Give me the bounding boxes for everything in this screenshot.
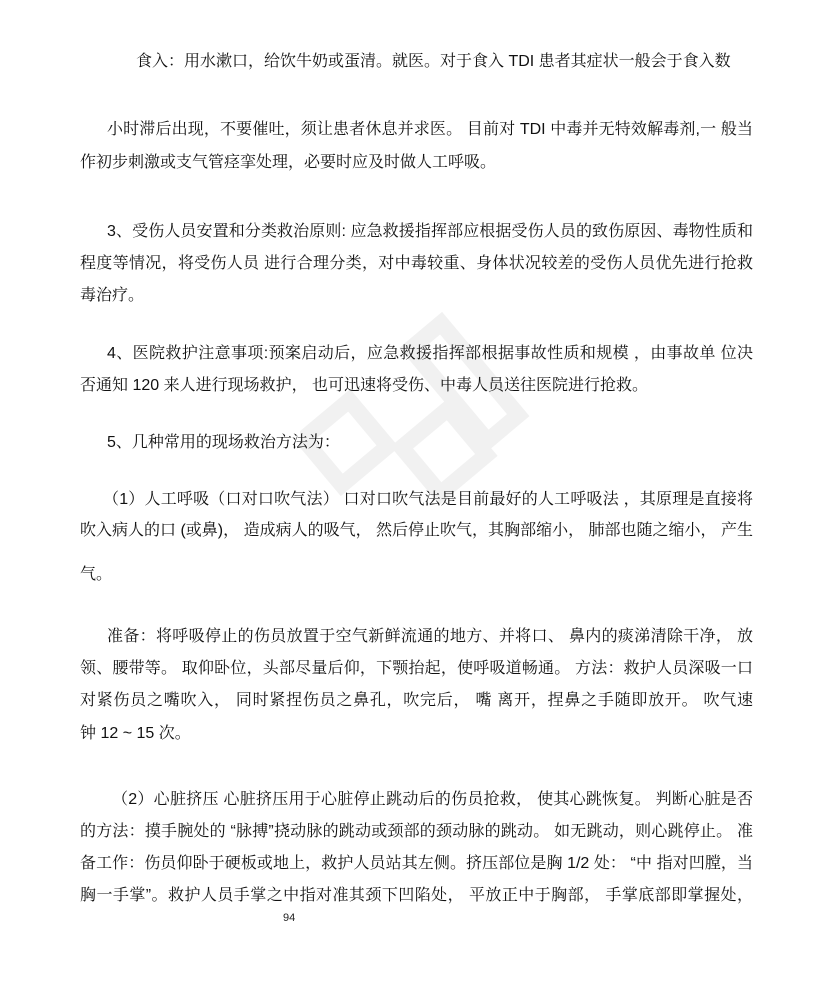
text-line: 作初步刺激或支气管痉挛处理，必要时应及时做人工呼吸。 xyxy=(80,154,497,171)
text-line: 小时滞后出现，不要催吐，须让患者休息并求医。 目前对 TDI 中毒并无特效解毒剂,一 般当 xyxy=(107,121,753,138)
text-line: 胸一手掌”。救护人员手掌之中指对准其颈下凹陷处， 平放正中于胸部， 手掌底部即掌握处， xyxy=(80,887,753,904)
text-line: 气。 xyxy=(80,566,113,583)
text-line: （2）心脏挤压 心脏挤压用于心脏停止跳动后的伤员抢救， 使其心跳恢复。 判断心脏是否 xyxy=(112,791,753,808)
text-line: 3、受伤人员安置和分类救治原则: 应急救援指挥部应根据受伤人员的致伤原因、毒物性质和 xyxy=(107,223,753,240)
text-line: 钟 12 ~ 15 次。 xyxy=(80,725,191,742)
text-line: 领、腰带等。 取仰卧位，头部尽量后仰，下颚抬起，使呼吸道畅通。 方法：救护人员深吸一口 xyxy=(80,660,753,677)
text-line: 食入：用水漱口，给饮牛奶或蛋清。就医。对于食入 TDI 患者其症状一般会于食入数 xyxy=(136,53,731,70)
text-line: 吹入病人的口 (或鼻)， 造成病人的吸气， 然后停止吹气，其胸部缩小， 肺部也随之缩小， 产生 xyxy=(80,522,753,539)
text-line: 的方法：摸手腕处的 “脉搏”挠动脉的跳动或颈部的颈动脉的跳动。 如无跳动，则心跳停止。 准 xyxy=(80,823,753,840)
text-line: 否通知 120 来人进行现场救护， 也可迅速将受伤、中毒人员送往医院进行抢救。 xyxy=(80,377,649,394)
text-line: 毒治疗。 xyxy=(80,287,145,304)
text-line: 对紧伤员之嘴吹入， 同时紧捏伤员之鼻孔，吹完后， 嘴 离开，捏鼻之手随即放开。 吹气速 xyxy=(80,692,753,709)
text-line: 4、医院救护注意事项:预案启动后，应急救援指挥部根据事故性质和规模 ，由事故单 位决 xyxy=(107,345,753,362)
text-line: 准备：将呼吸停止的伤员放置于空气新鲜流通的地方、并将口、 鼻内的痰涕清除干净， 放 xyxy=(107,628,753,645)
text-line: 程度等情况，将受伤人员 进行合理分类，对中毒较重、身体状况较差的受伤人员优先进行抢救 xyxy=(80,255,753,272)
text-line: 备工作：伤员仰卧于硬板或地上，救护人员站其左侧。挤压部位是胸 1/2 处： “中 指对凹膛，当 xyxy=(80,855,753,872)
text-line: （1）人工呼吸（口对口吹气法） 口对口吹气法是目前最好的人工呼吸法 ，其原理是直接将 xyxy=(103,491,753,508)
text-line: 5、几种常用的现场救治方法为： xyxy=(107,434,340,451)
page-number: 94 xyxy=(283,912,296,924)
